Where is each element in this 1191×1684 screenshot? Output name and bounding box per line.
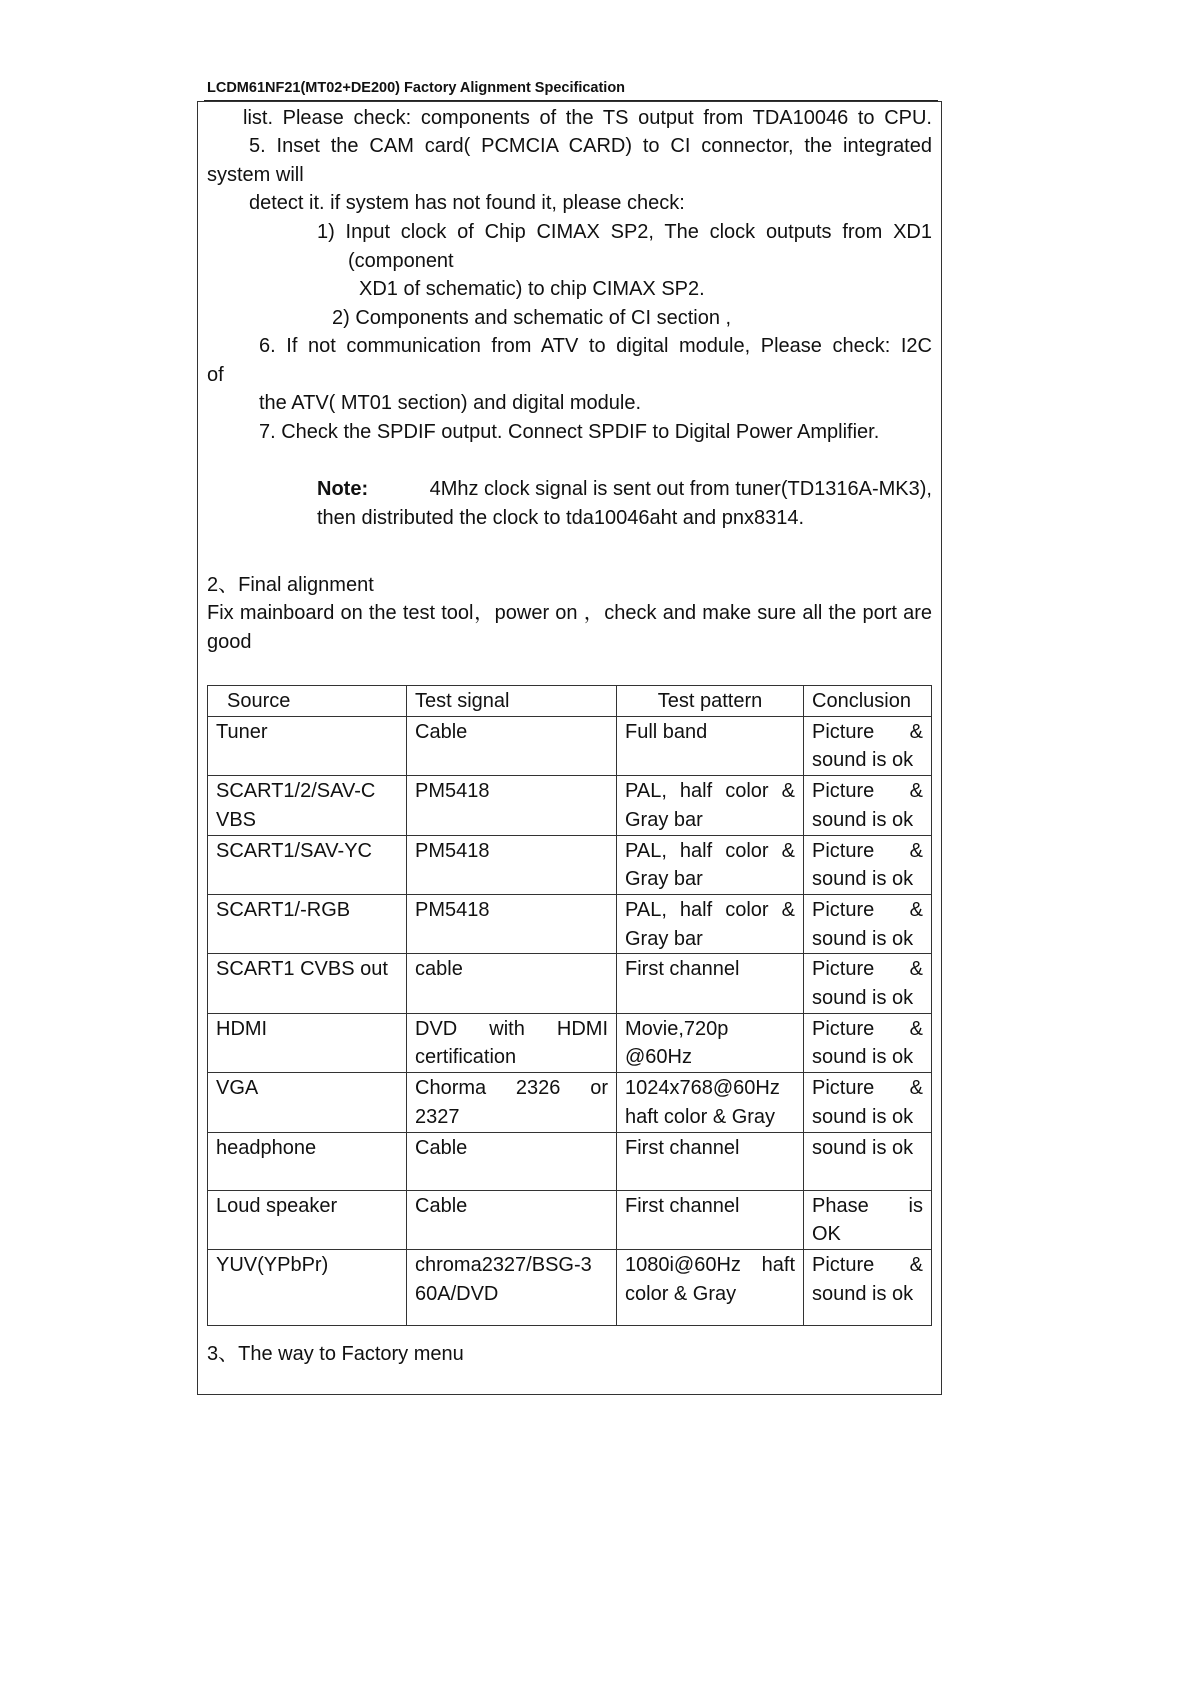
table-cell: Picture & sound is ok	[804, 1073, 932, 1132]
text-line: 1) Input clock of Chip CIMAX SP2, The clock outputs from XD1	[317, 221, 932, 243]
table-cell: 1024x768@60Hz haft color & Gray	[617, 1073, 804, 1132]
table-cell: Chorma 2326 or 2327	[407, 1073, 617, 1132]
text-line: XD1 of schematic) to chip CIMAX SP2.	[359, 278, 705, 300]
table-cell: PAL, half color & Gray bar	[617, 835, 804, 894]
alignment-table	[207, 685, 932, 1326]
table-cell: 1080i@60Hz haft color & Gray	[617, 1249, 804, 1325]
table-cell: PM5418	[407, 776, 617, 835]
table-row	[208, 835, 932, 894]
table-cell: cable	[407, 954, 617, 1013]
table-cell: First channel	[617, 954, 804, 1013]
table-row	[208, 716, 932, 775]
table-header-row	[208, 686, 932, 717]
column-header: Conclusion	[804, 686, 932, 717]
section-3-title: 3、The way to Factory menu	[207, 1343, 464, 1365]
table-cell: Loud speaker	[208, 1190, 407, 1249]
text-line: (component	[348, 250, 454, 272]
table-row	[208, 1073, 932, 1132]
table-cell: PM5418	[407, 835, 617, 894]
text-line: system will	[207, 164, 304, 186]
table-row	[208, 1013, 932, 1072]
text-line: 7. Check the SPDIF output. Connect SPDIF to Digital Power Amplifier.	[259, 421, 880, 443]
table-cell: SCART1/-RGB	[208, 894, 407, 953]
section-2-text: good	[207, 631, 252, 653]
table-cell: First channel	[617, 1190, 804, 1249]
text-line: the ATV( MT01 section) and digital module.	[259, 392, 642, 414]
page-header: LCDM61NF21(MT02+DE200) Factory Alignment Specification	[207, 80, 626, 96]
table-cell: Full band	[617, 716, 804, 775]
column-header: Test signal	[407, 686, 617, 717]
table-row	[208, 1132, 932, 1190]
table-cell: Picture & sound is ok	[804, 894, 932, 953]
table-cell: PAL, half color & Gray bar	[617, 894, 804, 953]
table-cell: SCART1 CVBS out	[208, 954, 407, 1013]
text-line: 5. Inset the CAM card( PCMCIA CARD) to CI connector, the integrated	[249, 135, 932, 157]
note-label: Note:	[317, 478, 369, 500]
table-cell: VGA	[208, 1073, 407, 1132]
text-line: detect it. if system has not found it, please check:	[249, 192, 685, 214]
text-line: list. Please check: components of the TS output from TDA10046 to CPU.	[243, 107, 932, 129]
section-2-title: 2、Final alignment	[207, 574, 374, 596]
table-row	[208, 954, 932, 1013]
table-cell: chroma2327/BSG-3 60A/DVD	[407, 1249, 617, 1325]
text-line: 2) Components and schematic of CI section ,	[332, 307, 732, 329]
table-cell: Cable	[407, 1190, 617, 1249]
table-cell: Cable	[407, 716, 617, 775]
table-cell: PM5418	[407, 894, 617, 953]
table-cell: Phase is OK	[804, 1190, 932, 1249]
column-header: Test pattern	[617, 686, 804, 717]
text-line: 6. If not communication from ATV to digital module, Please check: I2C	[259, 335, 932, 357]
table-cell: Picture & sound is ok	[804, 954, 932, 1013]
table-cell: DVD with HDMI certification	[407, 1013, 617, 1072]
section-2-text: Fix mainboard on the test tool，power on ，check and make sure all the port are	[207, 602, 932, 624]
table-cell: Movie,720p @60Hz	[617, 1013, 804, 1072]
table-row	[208, 1190, 932, 1249]
table-cell: Picture & sound is ok	[804, 1013, 932, 1072]
table-cell: Picture & sound is ok	[804, 776, 932, 835]
table-row	[208, 776, 932, 835]
table-cell: SCART1/SAV-YC	[208, 835, 407, 894]
table-cell: Picture & sound is ok	[804, 716, 932, 775]
table-cell: Picture & sound is ok	[804, 835, 932, 894]
note-line-1	[317, 477, 932, 501]
table-cell: YUV(YPbPr)	[208, 1249, 407, 1325]
table-cell: Tuner	[208, 716, 407, 775]
table-row	[208, 1249, 932, 1325]
table-cell: Picture & sound is ok	[804, 1249, 932, 1325]
table-cell: Cable	[407, 1132, 617, 1190]
table-cell: headphone	[208, 1132, 407, 1190]
table-cell: PAL, half color & Gray bar	[617, 776, 804, 835]
table-cell: First channel	[617, 1132, 804, 1190]
text-line: of	[207, 364, 224, 386]
table-cell: sound is ok	[804, 1132, 932, 1190]
note-line-2: then distributed the clock to tda10046aht and pnx8314.	[317, 507, 805, 529]
note-text: 4Mhz clock signal is sent out from tuner(TD1316A-MK3),	[429, 478, 932, 500]
column-header: Source	[208, 686, 407, 717]
table-cell: HDMI	[208, 1013, 407, 1072]
table-row	[208, 894, 932, 953]
table-cell: SCART1/2/SAV-C VBS	[208, 776, 407, 835]
